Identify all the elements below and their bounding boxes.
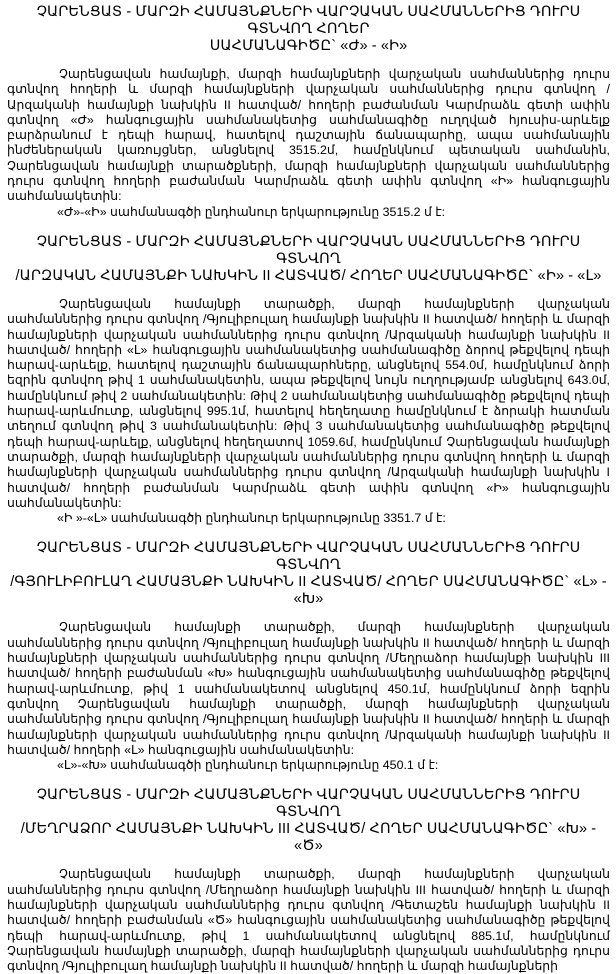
section-heading (7, 4, 610, 55)
section-heading-line1: ՉԱՐԵՆՑԱՏ - ՄԱՐԶԻ ՀԱՄԱՅՆՔՆԵՐԻ ՎԱՐՉԱԿԱՆ ՍԱՀՄԱՆՆԵՐԻՑ ԴՈՒՐՍ ԳՏՆՎՈՂ (36, 787, 581, 821)
section-zh-i (7, 4, 610, 220)
section-heading-line2: /ԳՅՈՒԼԻԲՈՒԼԱՂ ՀԱՄԱՅՆՔԻ ՆԱԽԿԻՆ II ՀԱՏՎԱԾ/ ՀՈՂԵՐ ՍԱՀՄԱՆԱԳԻԾԸ` «Լ» - «Խ» (10, 574, 607, 608)
section-summary: «Լ»-«Խ» սահմանագծի ընդհանուր երկարությունը 450.1 մ է: (57, 758, 439, 773)
section-body: Չարենցավան համայնքի տարածքի, մարզի համայնքների վարչական սահմաններից դուրս գտնվող /Մեղրաձոր համայնքի նախկին III հատված/ հողերի և մարզի համայնքների վարչական սահմաններից դուրս գտնվող /Գետաշեն համայնքի նախկին II հատված/ հողերի բաժանման «Ծ» հանգուցային սահմանակետից սահմանագիծը թեքվելով դեպի հարավ-արևմուտք, թիվ 1 սահմանակետով անցնելով 885.1մ, համընկնում Չարենցավան համայնքի տարածքի, մարզի համայնքների վարչական սահմաններից դուրս գտնվող /Գյուլիբուլաղ համայնքի նախկին II հատված/ հողերի և մարզի համայնքների (7, 867, 610, 974)
section-heading-line2: /ՄԵՂՐԱՁՈՐ ՀԱՄԱՅՆՔԻ ՆԱԽԿԻՆ III ՀԱՏՎԱԾ/ ՀՈՂԵՐ ՍԱՀՄԱՆԱԳԻԾԸ` «Խ» - «Ծ» (20, 821, 597, 855)
section-heading-line1: ՉԱՐԵՆՑԱՏ - ՄԱՐԶԻ ՀԱՄԱՅՆՔՆԵՐԻ ՎԱՐՉԱԿԱՆ ՍԱՀՄԱՆՆԵՐԻՑ ԴՈՒՐՍ ԳՏՆՎՈՂ (36, 540, 581, 574)
section-heading (7, 234, 610, 285)
section-heading-line1: ՉԱՐԵՆՑԱՏ - ՄԱՐԶԻ ՀԱՄԱՅՆՔՆԵՐԻ ՎԱՐՉԱԿԱՆ ՍԱՀՄԱՆՆԵՐԻՑ ԴՈՒՐՍ ԳՏՆՎՈՂ ՀՈՂԵՐ (36, 4, 581, 37)
section-l-kh (7, 540, 610, 773)
section-i-l (7, 234, 610, 526)
section-heading-line2: /ԱՐԶԱԿԱՆ ՀԱՄԱՅՆՔԻ ՆԱԽԿԻՆ II ՀԱՏՎԱԾ/ ՀՈՂԵՐ ՍԱՀՄԱՆԱԳԻԾԸ` «Ի» - «Լ» (15, 267, 602, 284)
section-heading (7, 540, 610, 608)
section-body: Չարենցավան համայնքի տարածքի, մարզի համայնքների վարչական սահմաններից դուրս գտնվող /Գյուլիբուլաղ համայնքի նախկին II հատված/ հողերի և մարզի համայնքների վարչական սահմաններից դուրս գտնվող /Մեղրաձոր համայնքի նախկին III հատված/ հողերի բաժանման «Խ» հանգուցային սահմանակետից սահմանագիծը թեքվելով հարավ-արևմուտք, թիվ 1 սահմանակետով անցնելով 450.1մ, համընկնում ձորի եզրին գտնվող Չարենցավան համայնքի տարածքի, մարզի համայնքների վարչական սահմաններից դուրս գտնվող /Գյուլիբուլաղ համայնքի նախկին II հատված/ հողերի և մարզի համայնքների վարչական սահմաններից դուրս գտնվող /Արզականի համայնքի նախկին II հատված/ հողերի «Լ» հանգուցային սահմանակետին: (7, 620, 610, 757)
section-heading-line2: ՍԱՀՄԱՆԱԳԻԾԸ` «Ժ» - «Ի» (209, 38, 408, 54)
section-body: Չարենցավան համայնքի, մարզի համայնքների վարչական սահմաններից դուրս գտնվող հողերի և մարզի համայնքների վարչական սահմաններից դուրս գտնվող /Արզականի համայնքի նախկին II հատված/ հողերի բաժանման Կարմրաձև գետի ափին գտնվող «Ժ» հանգուցային սահմանակետից սահմանագիծը ուղղված հյուսիս-արևելք բարձրանում է դեպի հարավ, հատելով դաշտային ճանապարհը, ապա սահմանային ինժեներական կառույցներ, անցնելով 3515.2մ, համընկնում պետական սահմանին, Չարենցավան համայնքի տարածքների, մարզի համայնքների վարչական սահմաններից դուրս գտնվող հողերի բաժանման Կարմրաձև գետի ափին գտնվող «Ի» հանգուցային սահմանակետին: (7, 67, 610, 204)
section-summary: «Ի »-«Լ» սահմանագծի ընդհանուր երկարությունը 3351.7 մ է: (57, 511, 446, 526)
section-body: Չարենցավան համայնքի տարածքի, մարզի համայնքների վարչական սահմաններից դուրս գտնվող /Գյուլիբուլաղ համայնքի նախկին II հատված/ հողերի և մարզի համայնքների վարչական սահմաններից դուրս գտնվող /Արզականի համայնքի նախկին II հատված/ հողերի «Լ» հանգուցային սահմանակետից սահմանագիծը ձորով թեքվելով դեպի հարավ-արևելք, հատելով դաշտային ճանապարհները, անցնելով 554.0մ, համընկնում ձորի եզրին գտնվող թիվ 1 սահմանակետին, ապա թեքվելով նույն ուղղությամբ անցնելով 643.0մ, համընկնում թիվ 2 սահմանակետին: Թիվ 2 սահմանակետից սահմանագիծը թեքվելով դեպի հարավ-արևմուտք, անցնելով 995.1մ, հատելով հեղեղատը համընկնում է ձորակի հատման տեղում գտնվող թիվ 3 սահմանակետին: Թիվ 3 սահմանակետից սահմանագիծը թեքվելով դեպի հարավ-արևելք, անցնելով հեղեղատով 1059.6մ, համընկնում Չարենցավան համայնքի տարածքի, մարզի համայնքների վարչական սահմաններից դուրս գտնվող հողերի և մարզի համայնքների վարչական սահմաններից դուրս գտնվող /Արզականի համայնքի նախկին I հատված/ հողերի բաժանման Կարմրաձև գետի ափին գտնվող «Ի» հանգուցային սահմանակետին: (7, 296, 610, 510)
section-heading (7, 787, 610, 855)
section-summary: «Ժ»-«Ի» սահմանագծի ընդհանուր երկարությունը 3515.2 մ է: (57, 204, 446, 219)
section-heading-line1: ՉԱՐԵՆՑԱՏ - ՄԱՐԶԻ ՀԱՄԱՅՆՔՆԵՐԻ ՎԱՐՉԱԿԱՆ ՍԱՀՄԱՆՆԵՐԻՑ ԴՈՒՐՍ ԳՏՆՎՈՂ (36, 233, 581, 267)
section-kh-ts (7, 787, 610, 974)
